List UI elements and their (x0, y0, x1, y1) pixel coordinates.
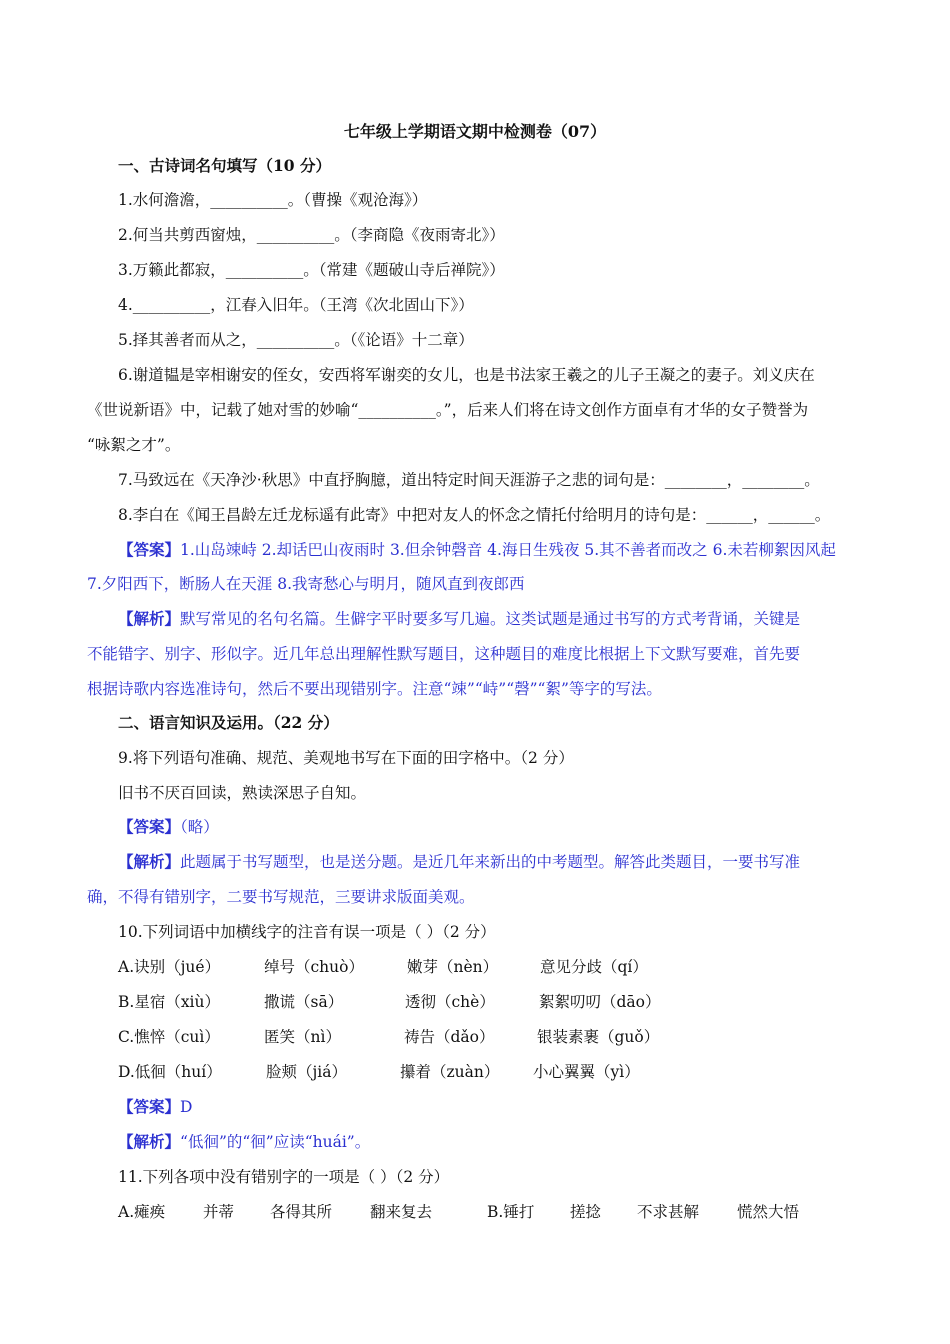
option-cell: 絮絮叨叨（dāo） (539, 993, 661, 1011)
option-cell: 嫩芽（nèn） (407, 958, 499, 976)
option-cell: 透彻（chè） (405, 993, 495, 1011)
option-cell: 并蒂 (203, 1203, 235, 1221)
option-cell: A.瘫痪 (118, 1203, 166, 1221)
question-8: 8.李白在《闻王昌龄左迁龙标遥有此寄》中把对友人的怀念之情托付给明月的诗句是：______，______。 (118, 506, 831, 524)
option-cell: 慌然大悟 (737, 1203, 800, 1221)
answer-tag: 【答案】 (118, 540, 181, 559)
question-2: 2.何当共剪西窗烛，__________。（李商隐《夜雨寄北》） (118, 226, 505, 244)
option-cell: 攥着（zuàn） (400, 1063, 500, 1081)
question-9-text: 旧书不厌百回读，熟读深思子自知。 (118, 784, 367, 802)
analysis-block-10 (118, 1131, 370, 1153)
option-cell: C.憔悴（cuì） (118, 1028, 220, 1046)
option-cell: 撒谎（sā） (264, 993, 344, 1011)
option-cell: 小心翼翼（yì） (533, 1063, 640, 1081)
option-cell: 匿笑（nì） (264, 1028, 341, 1046)
analysis-block-9-line-1 (118, 851, 800, 873)
question-6-line-2: 《世说新语》中，记载了她对雪的妙喻“__________。”，后来人们将在诗文创作方面卓有才华的女子赞誉为 (87, 401, 809, 419)
question-11: 11.下列各项中没有错别字的一项是（ ）（2 分） (118, 1168, 450, 1186)
option-cell: A.诀别（jué） (118, 958, 221, 976)
answer-block-9 (118, 816, 219, 838)
analysis-tag: 【解析】 (118, 1132, 181, 1151)
answer-block-1-line-1 (118, 539, 836, 561)
option-cell: 祷告（dǎo） (404, 1028, 495, 1046)
question-6-line-1: 6.谢道韫是宰相谢安的侄女，安西将军谢奕的女儿，也是书法家王羲之的儿子王凝之的妻子。刘义庆在 (118, 366, 815, 384)
analysis-block-1-line-2: 不能错字、别字、形似字。近几年总出理解性默写题目，这种题目的难度比根据上下文默写要难，首先要 (87, 645, 801, 663)
option-cell: 绰号（chuò） (264, 958, 364, 976)
analysis-text: “低徊”的“徊”应读“huái”。 (180, 1133, 371, 1151)
option-cell: B.星宿（xiù） (118, 993, 220, 1011)
answer-text: （略） (180, 818, 219, 836)
question-7: 7.马致远在《天净沙·秋思》中直抒胸臆，道出特定时间天涯游子之悲的词句是：________，________。 (118, 471, 820, 489)
question-6-line-3: “咏絮之才”。 (87, 436, 181, 454)
answer-text: D (180, 1098, 193, 1116)
option-cell: 搓捻 (570, 1203, 602, 1221)
question-3: 3.万籁此都寂，__________。（常建《题破山寺后禅院》） (118, 261, 505, 279)
analysis-tag: 【解析】 (118, 852, 181, 871)
analysis-tag: 【解析】 (118, 609, 181, 628)
option-cell: 银装素裹（guǒ） (537, 1028, 660, 1046)
answer-block-10 (118, 1096, 192, 1118)
question-5: 5.择其善者而从之，__________。（《论语》十二章） (118, 331, 474, 349)
option-cell: 各得其所 (270, 1203, 333, 1221)
answer-tag: 【答案】 (118, 1097, 181, 1116)
option-cell: B.锤打 (487, 1203, 535, 1221)
section-heading-language: 二、语言知识及运用。（22 分） (118, 713, 339, 732)
answer-text: 1.山岛竦峙 2.却话巴山夜雨时 3.但余钟磬音 4.海日生残夜 5.其不善者而改之 6.未若柳絮因风起 (180, 541, 836, 559)
option-cell: 翻来复去 (370, 1203, 433, 1221)
analysis-block-1-line-3: 根据诗歌内容选准诗句，然后不要出现错别字。注意“竦”“峙”“磬”“絮”等字的写法。 (87, 680, 662, 698)
option-cell: 脸颊（jiá） (266, 1063, 348, 1081)
question-10: 10.下列词语中加横线字的注音有误一项是（ ）（2 分） (118, 923, 496, 941)
analysis-block-1-line-1 (118, 608, 800, 630)
section-heading-poetry: 一、古诗词名句填写（10 分） (118, 156, 331, 175)
analysis-block-9-line-2: 确，不得有错别字，二要书写规范，三要讲求版面美观。 (87, 888, 475, 906)
question-4: 4.__________，江春入旧年。（王湾《次北固山下》） (118, 296, 474, 314)
page-title: 七年级上学期语文期中检测卷（07） (343, 122, 607, 141)
question-9: 9.将下列语句准确、规范、美观地书写在下面的田字格中。（2 分） (118, 749, 574, 767)
option-cell: D.低徊（huí） (118, 1063, 222, 1081)
answer-block-1-line-2: 7.夕阳西下，断肠人在天涯 8.我寄愁心与明月，随风直到夜郎西 (87, 575, 525, 593)
option-cell: 意见分歧（qí） (540, 958, 648, 976)
option-cell: 不求甚解 (637, 1203, 700, 1221)
analysis-text: 此题属于书写题型，也是送分题。是近几年来新出的中考题型。解答此类题目，一要书写准 (180, 853, 801, 871)
analysis-text: 默写常见的名句名篇。生僻字平时要多写几遍。这类试题是通过书写的方式考背诵，关键是 (180, 610, 801, 628)
answer-tag: 【答案】 (118, 817, 181, 836)
question-1: 1.水何澹澹，__________。（曹操《观沧海》） (118, 191, 428, 209)
